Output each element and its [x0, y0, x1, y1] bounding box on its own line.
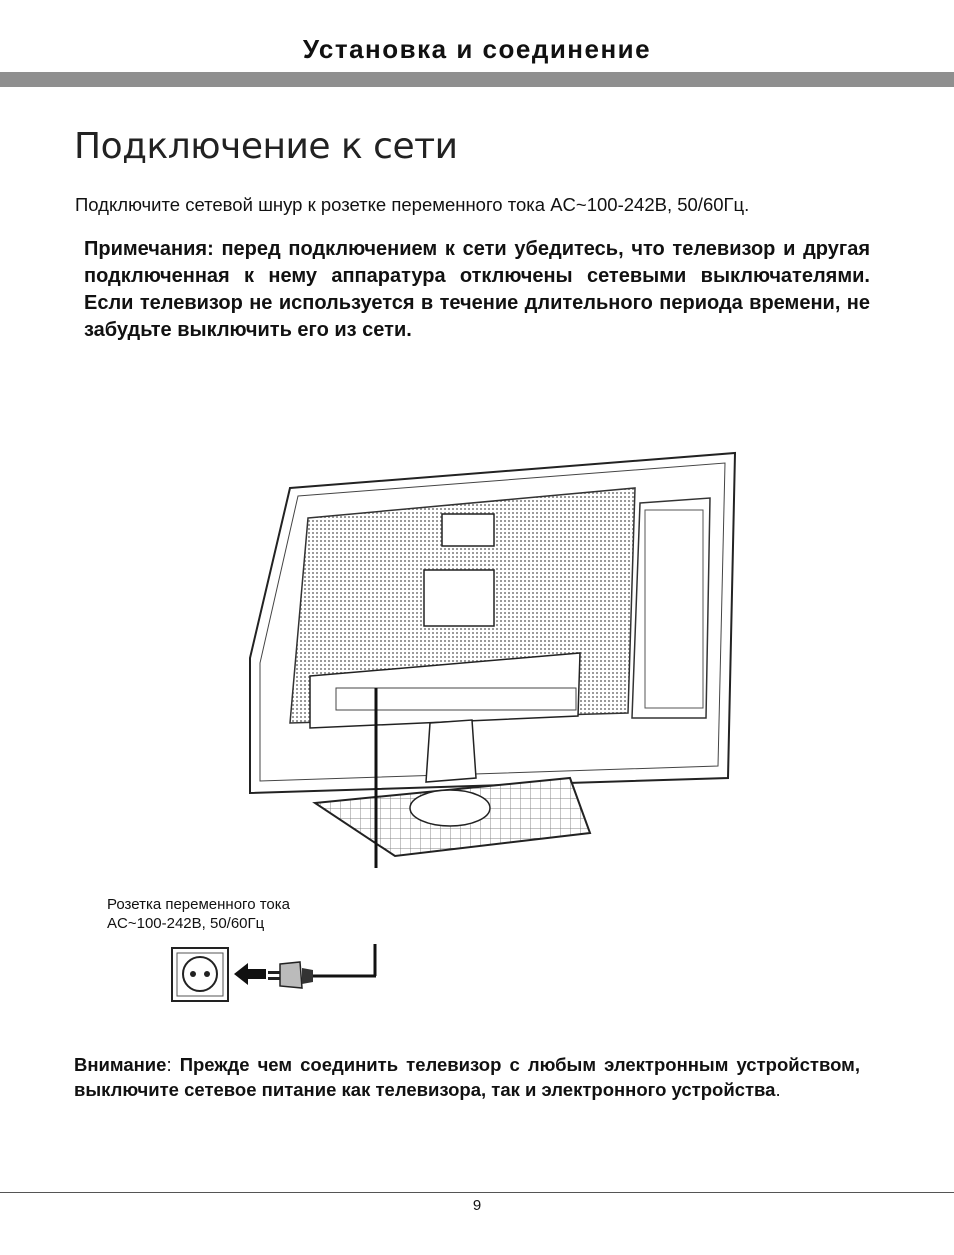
arrow-left-icon: [234, 963, 266, 985]
socket-label-line1: Розетка переменного тока: [107, 896, 290, 913]
intro-text: Подключите сетевой шнур к розетке переменного тока AC~100-242В, 50/60Гц.: [75, 194, 750, 215]
warning-label: Внимание: [74, 1054, 167, 1075]
warning-separator: :: [166, 1054, 180, 1075]
warning-text: Прежде чем соединить телевизор с любым электронным устройством, выключите сетевое питание как телевизора, так и электронного устройства: [74, 1054, 860, 1100]
page-number: 9: [472, 1197, 482, 1214]
chapter-title: Установка и соединение: [302, 34, 652, 64]
footer-line: [0, 1192, 954, 1193]
warning-paragraph: [74, 1052, 860, 1102]
socket-label-line2: AC~100-242В, 50/60Гц: [107, 915, 265, 932]
wall-socket-icon: [172, 948, 228, 1001]
tv-rear-illustration: [240, 448, 740, 868]
warning-end: .: [775, 1079, 781, 1100]
note-paragraph: Примечания: перед подключением к сети убедитесь, что телевизор и другая подключенная к нему аппаратура отключены сетевыми выключателями. Если телевизор не используется в течение длительного периода времени, не забудьте выключить его из сети.: [84, 238, 870, 341]
header-bar: [0, 72, 954, 87]
power-plug-icon: [268, 944, 376, 988]
socket-and-plug: [168, 944, 383, 1006]
socket-label: [107, 895, 290, 933]
section-title: Подключение к сети: [74, 126, 458, 167]
